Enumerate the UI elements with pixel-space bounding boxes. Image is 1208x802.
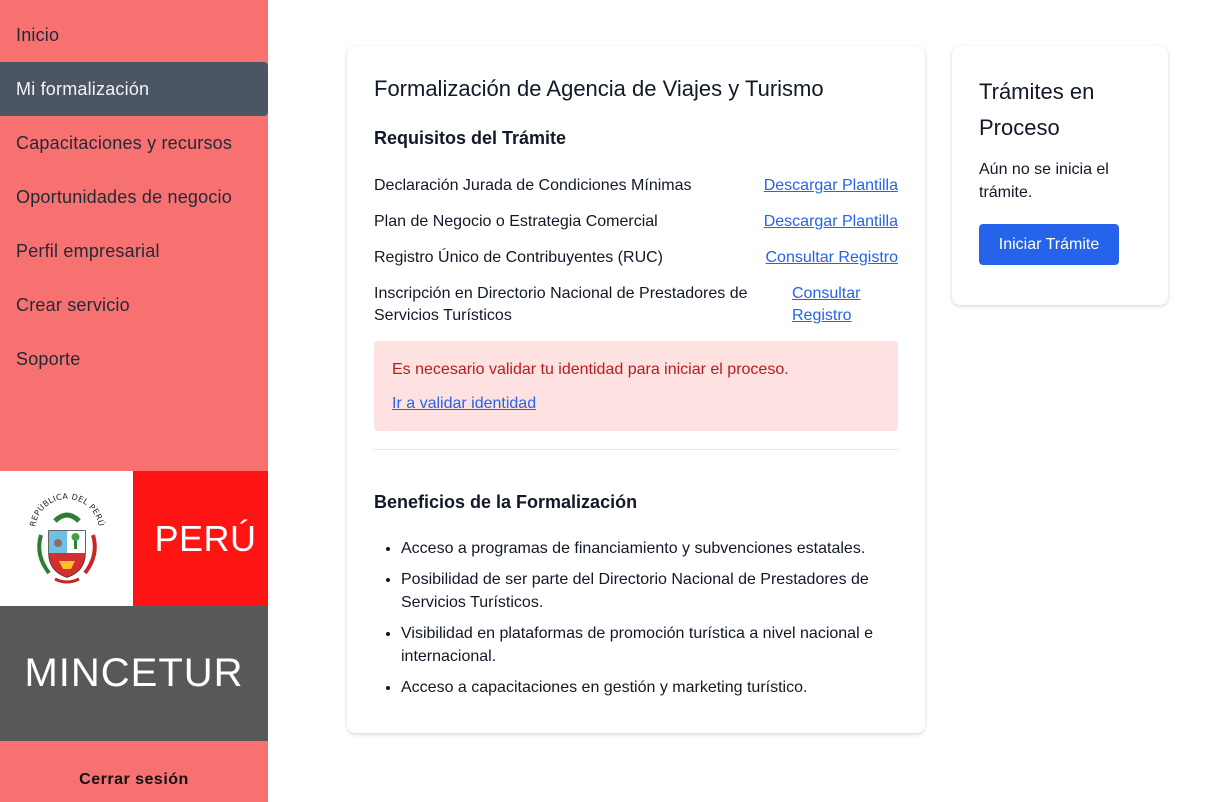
svg-text:REPÚBLICA DEL PERÚ: REPÚBLICA DEL PERÚ bbox=[27, 491, 106, 527]
procedures-title: Trámites en Proceso bbox=[979, 79, 1095, 140]
download-template-link[interactable]: Descargar Plantilla bbox=[763, 213, 898, 230]
sidebar bbox=[0, 0, 268, 802]
list-item: • Visibilidad en plataformas de promoción turística a nivel nacional e internacional. bbox=[401, 622, 898, 668]
consult-registry-link[interactable]: Consultar Registro bbox=[765, 249, 898, 266]
logout-button[interactable]: Cerrar sesión bbox=[79, 770, 189, 788]
sidebar-item-inicio[interactable] bbox=[0, 8, 268, 62]
requirement-row bbox=[374, 283, 898, 327]
requirements-title: Requisitos del Trámite bbox=[374, 128, 567, 148]
list-item: • Posibilidad de ser parte del Directorio Nacional de Prestadores de Servicios Turísticos. bbox=[401, 568, 898, 614]
sidebar-item-label: Oportunidades de negocio bbox=[16, 186, 232, 207]
list-item: • Acceso a programas de financiamiento y subvenciones estatales. bbox=[401, 537, 898, 560]
sidebar-item-label: Inicio bbox=[16, 24, 60, 45]
requirement-name: Plan de Negocio o Estrategia Comercial bbox=[374, 213, 658, 230]
sidebar-item-label: Capacitaciones y recursos bbox=[16, 132, 233, 153]
divider bbox=[374, 449, 898, 450]
consult-registry-link[interactable]: Consultar Registro bbox=[792, 285, 861, 324]
requirement-row bbox=[374, 175, 898, 197]
identity-alert bbox=[374, 341, 898, 431]
sidebar-item-oportunidades[interactable] bbox=[0, 170, 268, 224]
page-title: Formalización de Agencia de Viajes y Turismo bbox=[374, 76, 824, 101]
sidebar-item-mi-formalizacion[interactable] bbox=[0, 62, 268, 116]
mincetur-banner bbox=[0, 606, 268, 741]
sidebar-item-label: Mi formalización bbox=[16, 78, 150, 99]
sidebar-item-label: Perfil empresarial bbox=[16, 240, 160, 261]
requirement-row bbox=[374, 211, 898, 233]
coat-of-arms bbox=[0, 471, 133, 606]
sidebar-item-capacitaciones[interactable] bbox=[0, 116, 268, 170]
requirements-list bbox=[374, 175, 898, 327]
requirement-row bbox=[374, 247, 898, 269]
country-name: PERÚ bbox=[154, 517, 257, 559]
download-template-link[interactable]: Descargar Plantilla bbox=[763, 177, 898, 194]
procedures-status: Aún no se inicia el trámite. bbox=[979, 161, 1109, 201]
benefits-title: Beneficios de la Formalización bbox=[374, 492, 638, 512]
sidebar-item-soporte[interactable] bbox=[0, 332, 268, 386]
formalization-card bbox=[347, 46, 925, 733]
requirement-name: Inscripción en Directorio Nacional de Prestadores de Servicios Turísticos bbox=[374, 285, 748, 324]
requirement-name: Registro Único de Contribuyentes (RUC) bbox=[374, 249, 663, 266]
coat-of-arms-icon bbox=[25, 491, 109, 587]
sidebar-item-label: Soporte bbox=[16, 348, 81, 369]
list-item: • Acceso a capacitaciones en gestión y marketing turístico. bbox=[401, 676, 898, 699]
sidebar-nav bbox=[0, 0, 268, 386]
start-procedure-button[interactable]: Iniciar Trámite bbox=[979, 224, 1119, 265]
validate-identity-link[interactable]: Ir a validar identidad bbox=[392, 395, 537, 412]
sidebar-item-label: Crear servicio bbox=[16, 294, 130, 315]
brand-logo bbox=[0, 471, 268, 606]
benefits-list bbox=[374, 537, 898, 699]
requirement-name: Declaración Jurada de Condiciones Mínimas bbox=[374, 177, 692, 194]
sidebar-item-perfil[interactable] bbox=[0, 224, 268, 278]
org-name: MINCETUR bbox=[24, 651, 244, 695]
peru-banner bbox=[133, 471, 268, 606]
procedures-card bbox=[952, 46, 1168, 305]
sidebar-item-crear-servicio[interactable] bbox=[0, 278, 268, 332]
alert-message: Es necesario validar tu identidad para iniciar el proceso. bbox=[392, 361, 789, 378]
